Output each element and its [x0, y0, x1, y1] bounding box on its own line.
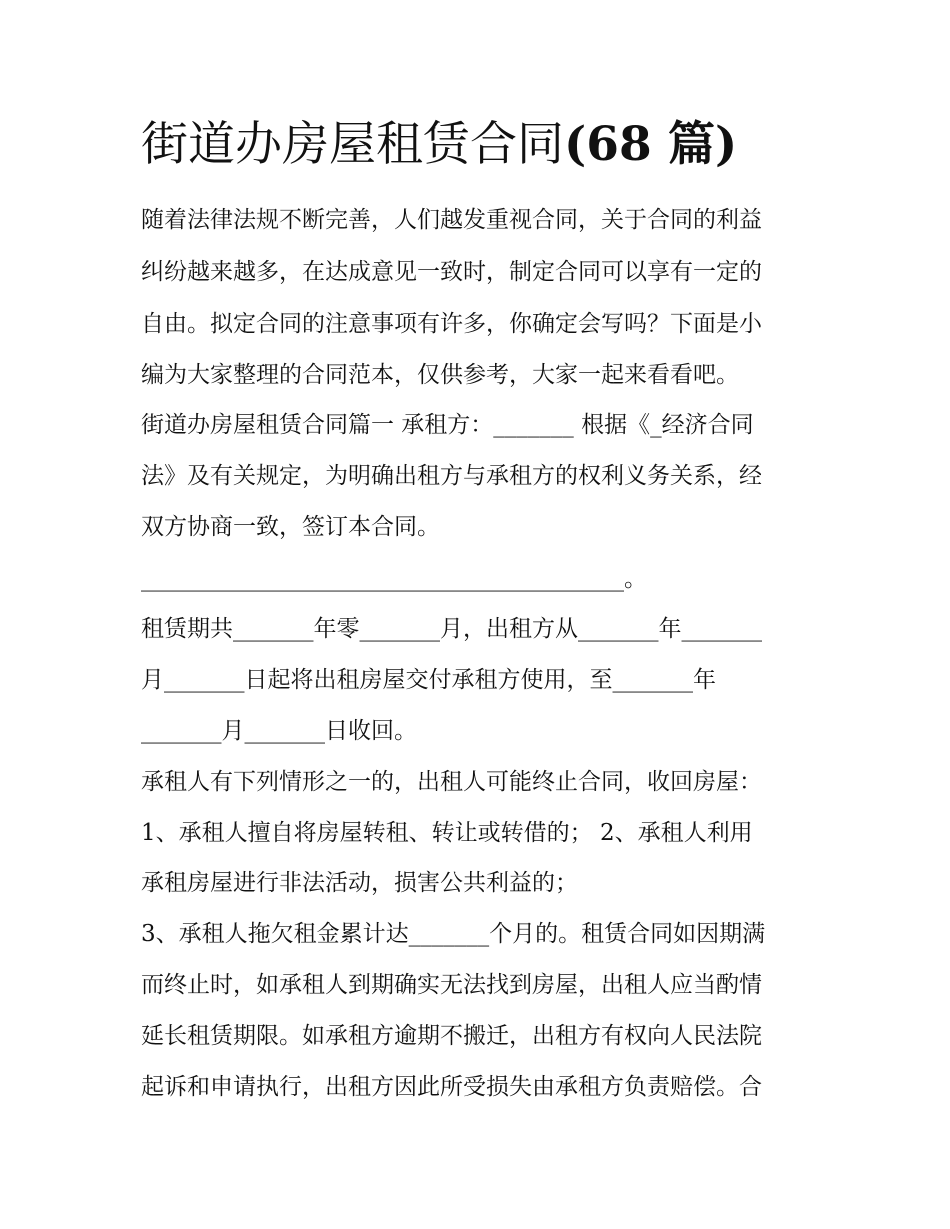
body-line: 编为大家整理的合同范本，仅供参考，大家一起来看看吧。	[141, 362, 739, 388]
body-line: 承租人有下列情形之一的，出租人可能终止合同，收回房屋：	[141, 769, 762, 795]
body-line: 双方协商一致，签订本合同。	[141, 514, 440, 540]
body-line: 随着法律法规不断完善，人们越发重视合同，关于合同的利益	[141, 207, 762, 233]
body-line: 承租房屋进行非法活动，损害公共利益的；	[141, 870, 578, 896]
body-line: 3、承租人拖欠租金累计达_______个月的。租赁合同如因期满	[141, 921, 766, 947]
body-line: 自由。拟定合同的注意事项有许多，你确定会写吗？下面是小	[141, 311, 762, 337]
title-text: 街道办房屋租赁合同	[141, 117, 564, 172]
body-line: 月_______日起将出租房屋交付承租方使用，至_______年	[141, 667, 716, 693]
blank-line: __________________________________________。	[141, 566, 647, 592]
body-line: 1、承租人擅自将房屋转租、转让或转借的； 2、承租人利用	[141, 820, 753, 846]
body-line: 延长租赁期限。如承租方逾期不搬迁，出租方有权向人民法院	[141, 1023, 762, 1049]
body-line: 而终止时，如承租人到期确实无法找到房屋，出租人应当酌情	[141, 972, 762, 998]
body-line: _______月_______日收回。	[141, 718, 417, 744]
body-line: 起诉和申请执行，出租方因此所受损失由承租方负责赔偿。合	[141, 1074, 762, 1100]
body-line: 法》及有关规定，为明确出租方与承租方的权利义务关系，经	[141, 463, 762, 489]
body-line: 纠纷越来越多，在达成意见一致时，制定合同可以享有一定的	[141, 259, 762, 285]
body-line: 租赁期共_______年零_______月，出租方从_______年_______	[141, 616, 762, 642]
body-line: 街道办房屋租赁合同篇一 承租方：_______ 根据《_经济合同	[141, 412, 754, 438]
page-title	[141, 112, 737, 178]
title-count: (68 篇)	[564, 117, 738, 172]
